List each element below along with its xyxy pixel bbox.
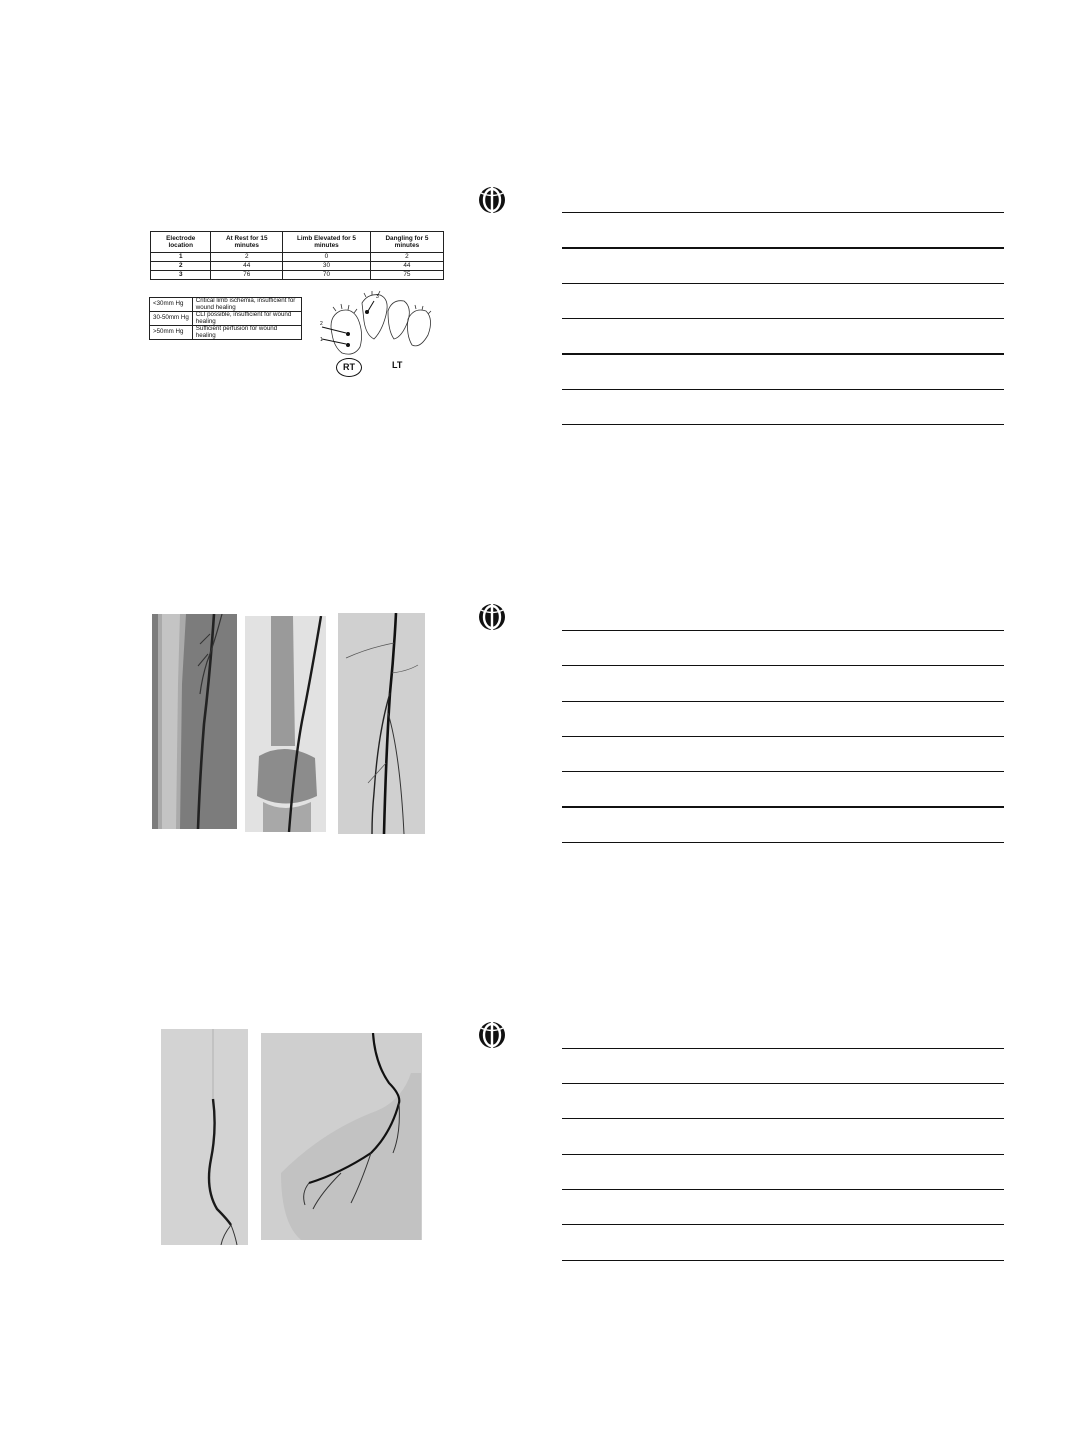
table-cell: 75 xyxy=(370,271,443,280)
note-line xyxy=(562,842,1004,843)
table-cell: 44 xyxy=(370,262,443,271)
legend-text: Critical limb ischemia, insufficient for wound healing xyxy=(192,298,301,312)
angiogram-knee-image xyxy=(245,616,326,832)
table-row xyxy=(151,271,444,280)
note-line xyxy=(562,1189,1004,1190)
legend-range: >50mm Hg xyxy=(150,326,193,340)
table-row xyxy=(151,262,444,271)
marker-number: 3 xyxy=(376,294,379,300)
header-limb-elevated: Limb Elevated for 5 minutes xyxy=(283,232,371,253)
legend-range: <30mm Hg xyxy=(150,298,193,312)
table-row xyxy=(151,253,444,262)
table-cell: 3 xyxy=(151,271,211,280)
legend-row xyxy=(150,298,302,312)
table-cell: 30 xyxy=(283,262,371,271)
marker-number: 2 xyxy=(320,321,323,327)
stylized-globe-logo-icon xyxy=(477,183,507,217)
marker-number: 1 xyxy=(320,337,323,343)
table-cell: 2 xyxy=(370,253,443,262)
note-line xyxy=(562,665,1004,666)
note-line xyxy=(562,318,1004,319)
note-line xyxy=(562,1048,1004,1049)
perfusion-legend-table xyxy=(149,297,302,340)
note-line xyxy=(562,1118,1004,1119)
note-line xyxy=(562,1260,1004,1261)
note-line xyxy=(562,1224,1004,1225)
angiogram-calf-image xyxy=(338,613,425,834)
feet-electrode-diagram xyxy=(318,289,438,371)
legend-text: Sufficient perfusion for wound healing xyxy=(192,326,301,340)
notes-lines xyxy=(562,1048,1004,1262)
note-line xyxy=(562,771,1004,772)
note-line xyxy=(562,1154,1004,1155)
note-line xyxy=(562,701,1004,702)
table-cell: 70 xyxy=(283,271,371,280)
stylized-globe-logo-icon xyxy=(477,600,507,634)
table-header-row xyxy=(151,232,444,253)
table-cell: 44 xyxy=(211,262,283,271)
table-cell: 1 xyxy=(151,253,211,262)
legend-range: 30-50mm Hg xyxy=(150,312,193,326)
header-electrode-location: Electrode location xyxy=(151,232,211,253)
angiogram-thigh-image xyxy=(152,614,237,829)
table-cell: 76 xyxy=(211,271,283,280)
angiogram-lower-leg-image xyxy=(161,1029,248,1245)
note-line xyxy=(562,630,1004,631)
angiogram-foot-image xyxy=(261,1033,422,1240)
stylized-globe-logo-icon xyxy=(477,1018,507,1052)
legend-row xyxy=(150,312,302,326)
note-line xyxy=(562,389,1004,390)
legend-row xyxy=(150,326,302,340)
header-at-rest: At Rest for 15 minutes xyxy=(211,232,283,253)
note-line xyxy=(562,736,1004,737)
header-dangling: Dangling for 5 minutes xyxy=(370,232,443,253)
right-foot-label: RT xyxy=(336,358,362,377)
table-cell: 2 xyxy=(211,253,283,262)
table-cell: 0 xyxy=(283,253,371,262)
note-line xyxy=(562,424,1004,425)
left-foot-label: LT xyxy=(392,360,403,370)
table-cell: 2 xyxy=(151,262,211,271)
tcpo2-measurement-table xyxy=(150,231,444,280)
note-line xyxy=(562,353,1004,355)
notes-lines xyxy=(562,630,1004,844)
note-line xyxy=(562,283,1004,284)
notes-lines xyxy=(562,212,1004,426)
note-line xyxy=(562,247,1004,249)
note-line xyxy=(562,1083,1004,1084)
note-line xyxy=(562,212,1004,213)
note-line xyxy=(562,806,1004,808)
legend-text: CLI possible, insufficient for wound healing xyxy=(192,312,301,326)
